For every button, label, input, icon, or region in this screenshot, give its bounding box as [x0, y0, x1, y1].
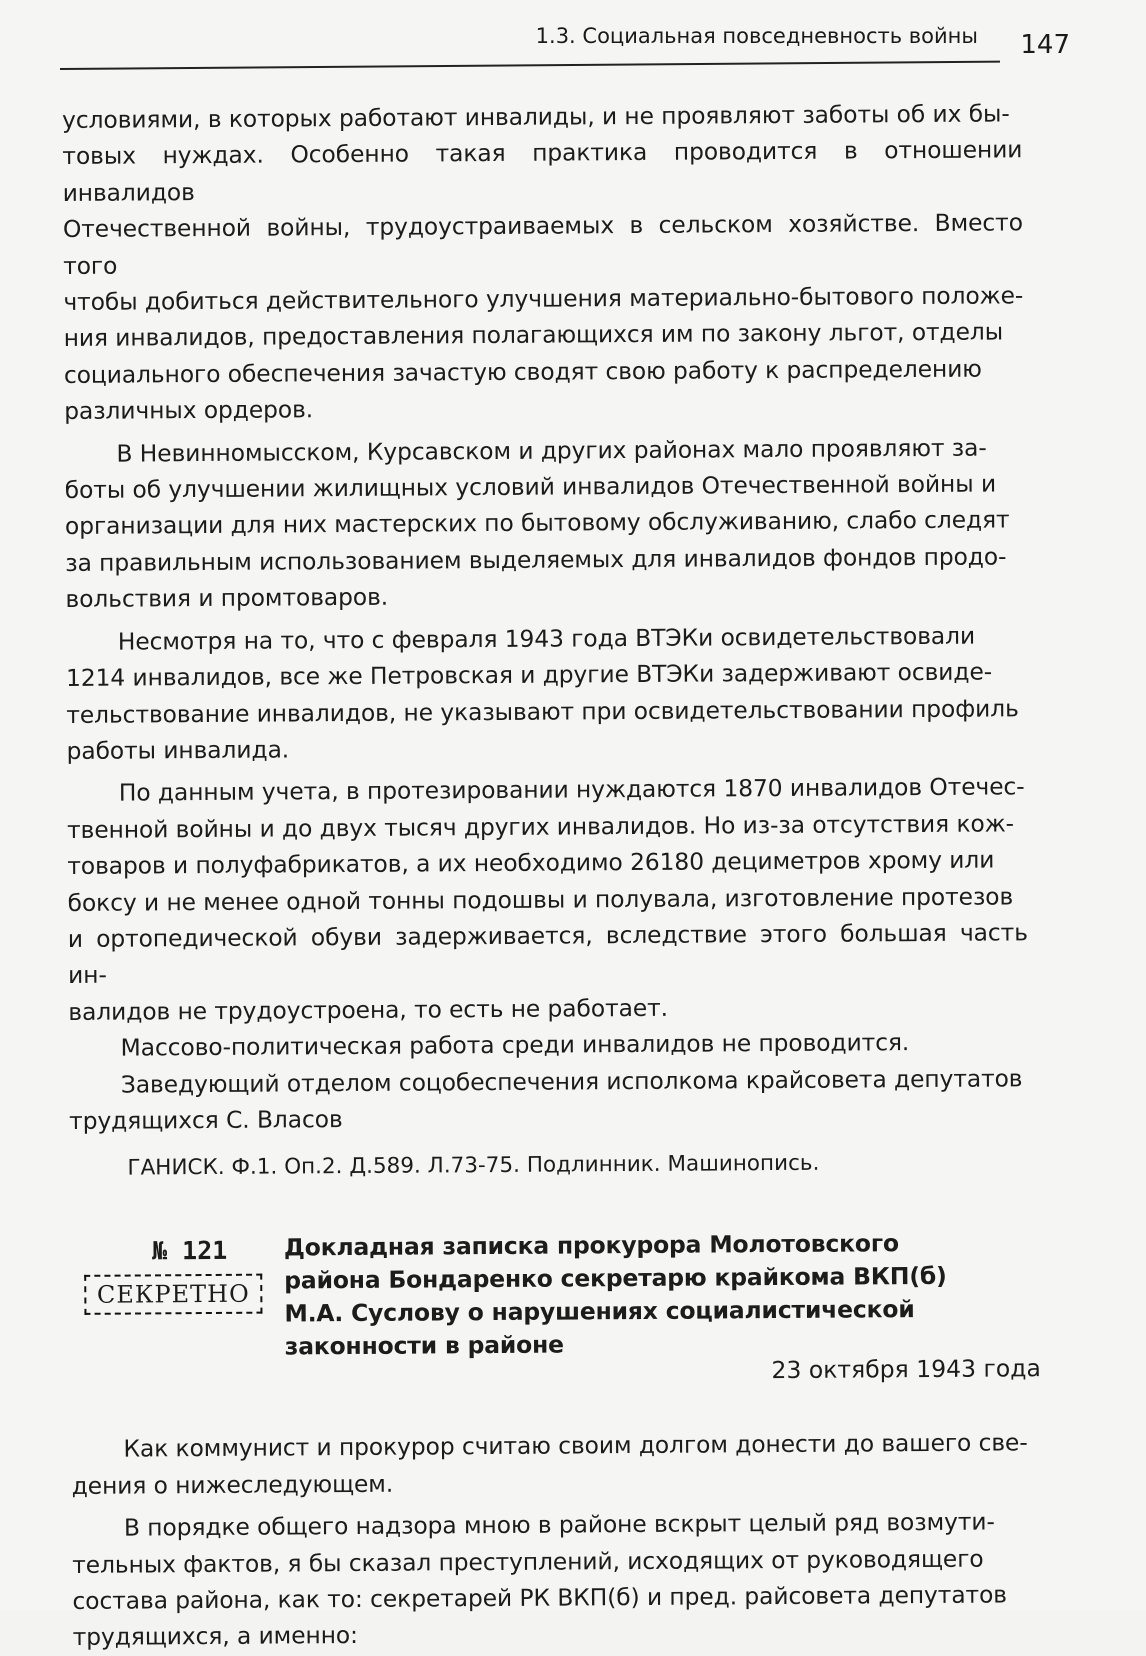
paragraph-5	[68, 1023, 1028, 1066]
text-line: вольствия и промтоваров.	[65, 583, 389, 614]
header-rule	[60, 61, 1000, 70]
text-line: дения о нижеследующем.	[71, 1469, 394, 1500]
text-line: трудящихся С. Власов	[69, 1105, 343, 1135]
document-heading	[70, 1229, 1041, 1406]
text-line: Как коммунист и прокурор считаю своим долгом донести до вашего све-	[123, 1428, 1028, 1463]
text-line: чтобы добиться действительного улучшения материально-бытового положе-	[63, 281, 1024, 317]
paragraph-1	[62, 95, 1024, 429]
text-line: твенной войны и до двух тысяч других инвалидов. Но из-за отсутствия кож-	[66, 809, 1015, 844]
document-paragraph-1	[71, 1425, 1031, 1505]
text-line: ния инвалидов, предоставления полагающихся им по закону льгот, отделы	[63, 317, 1004, 353]
text-line: товаров и полуфабрикатов, а их необходимо 26180 дециметров хрому или	[67, 845, 995, 881]
text-line: состава района, как то: секретарей РК ВКП(б) и пред. райсовета депутатов	[72, 1580, 1008, 1615]
document-date: 23 октября 1943 года	[771, 1354, 1041, 1385]
text-line: В Невинномысском, Курсавском и других районах мало проявляют за-	[116, 433, 987, 468]
text-line: организации для них мастерских по бытовому обслуживанию, слабо следят	[64, 505, 1010, 541]
text-line: 1214 инвалидов, все же Петровская и другие ВТЭКи задерживают освиде-	[65, 657, 993, 693]
text-line: работы инвалида.	[66, 735, 290, 765]
page-number: 147	[1020, 30, 1070, 60]
text-line: валидов не трудоустроена, то есть не работает.	[68, 993, 669, 1026]
text-line: боксу и не менее одной тонны подошвы и полувала, изготовление протезов	[67, 881, 1014, 917]
running-header	[60, 22, 1070, 74]
text-line: условиями, в которых работают инвалиды, и не проявляют заботы об их бы-	[62, 99, 1010, 134]
text-line: В порядке общего надзора мною в районе вскрыт целый ряд возмути-	[123, 1507, 995, 1542]
text-line: боты об улучшении жилищных условий инвалидов Отечественной войны и	[64, 469, 997, 505]
text-line: тельных фактов, я бы сказал преступлений, исходящих от руководящего	[72, 1544, 984, 1579]
paragraph-4	[67, 769, 1029, 1031]
text-line: тельствование инвалидов, не указывают при освидетельствовании профиль	[66, 693, 1019, 729]
text-line: за правильным использованием выделяемых для инвалидов фондов продо-	[65, 542, 1007, 577]
text-line: Заведующий отделом соцобеспечения исполкома крайсовета депутатов	[120, 1063, 1023, 1099]
document-paragraph-2	[72, 1503, 1033, 1655]
paragraph-3	[66, 617, 1027, 769]
text-line: товых нуждах. Особенно такая практика проводится в отношении инвалидов	[62, 135, 1023, 207]
main-text-column	[62, 95, 1041, 1655]
text-line: социального обеспечения зачастую сводят свою работу к распределению	[63, 354, 982, 389]
text-line: и ортопедической обуви задерживается, вследствие этого большая часть ин-	[67, 918, 1028, 990]
text-line: Отечественной войны, трудоустраиваемых в сельском хозяйстве. Вместо того	[62, 208, 1023, 280]
text-line: Массово-политическая работа среди инвалидов не проводится.	[120, 1028, 910, 1062]
secret-stamp: СЕКРЕТНО	[84, 1274, 262, 1315]
text-line: По данным учета, в протезировании нуждаются 1870 инвалидов Отечес-	[118, 772, 1025, 807]
text-line: различных ордеров.	[64, 395, 314, 426]
paragraph-2	[64, 429, 1025, 618]
text-line: Несмотря на то, что с февраля 1943 года ВТЭКи освидетельствовали	[117, 621, 976, 656]
archive-source-citation: ГАНИСК. Ф.1. Оп.2. Д.589. Л.73-75. Подлинник. Машинопись.	[127, 1151, 820, 1181]
signature-block	[69, 1060, 1029, 1140]
text-line: трудящихся, а именно:	[72, 1621, 358, 1652]
document-title: Докладная записка прокурора Молотовского района Бондаренко секретарю крайкома ВКП(б) М.А. Суслову о нарушениях социалистической законности в районе	[283, 1229, 947, 1361]
section-title: 1.3. Социальная повседневность войны	[535, 24, 978, 48]
document-number: № 121	[151, 1236, 228, 1266]
